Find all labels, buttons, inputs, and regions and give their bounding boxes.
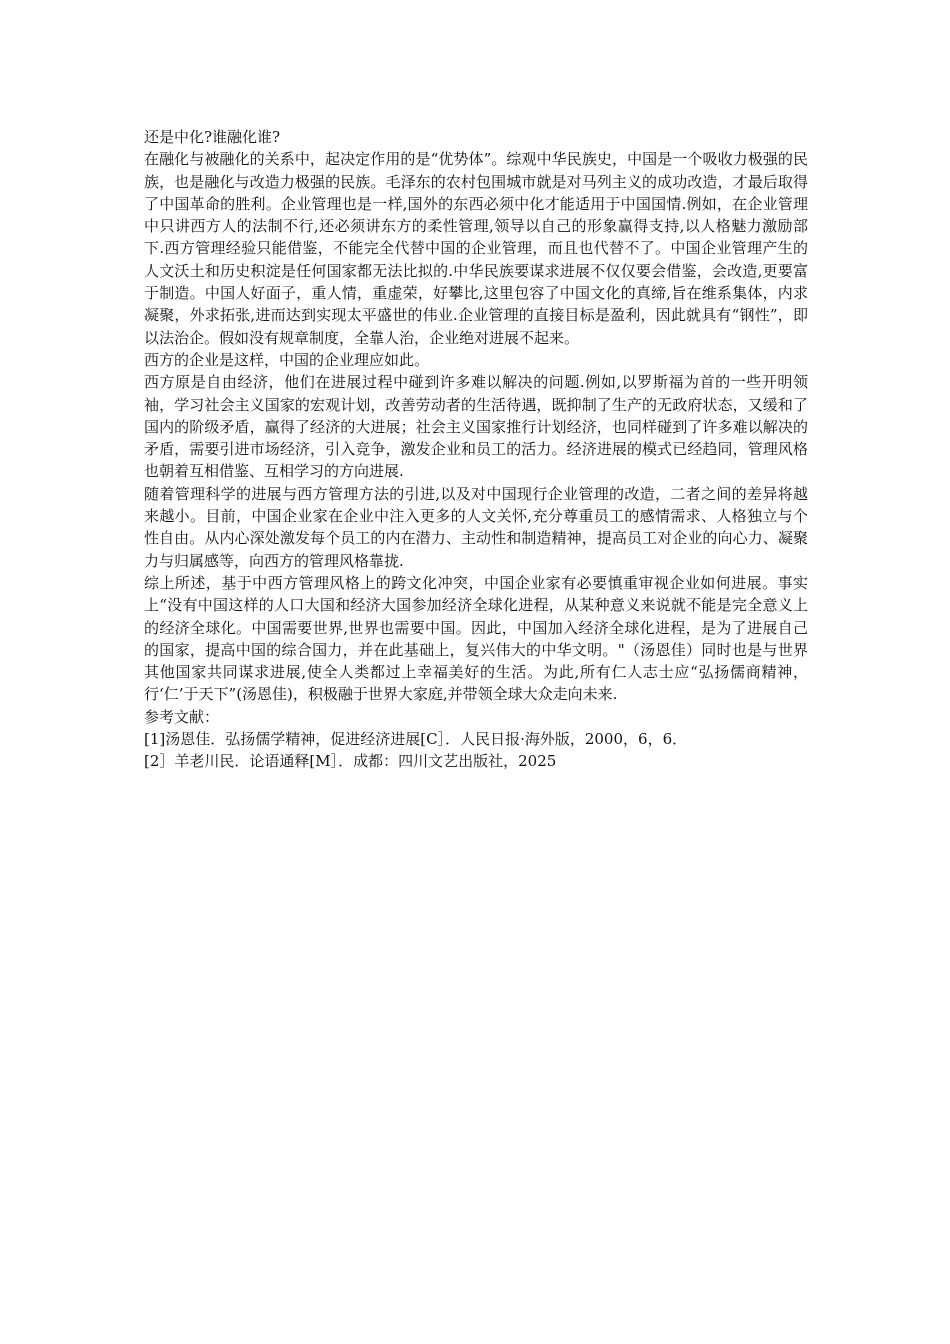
reference-item-2: [2］羊老川民．论语通释[M］．成都：四川文艺出版社，2025 (144, 752, 557, 771)
body-paragraph-conclusion: 综上所述，基于中西方管理风格上的跨文化冲突，中国企业家有必要慎重审视企业如何进展。事实上“没有中国这样的人口大国和经济大国参加经济全球化进程，从某种意义来说就不能是完全意义上的经济全球化。中国需要世界,世界也需要中国。因此，中国加入经济全球化进程，是为了进展自己的国家，提高中国的综合国力，并在此基础上，复兴伟大的中华文明。"（汤恩佳）同时也是与世界其他国家共同谋求进展,使全人类都过上幸福美好的生活。为此,所有仁人志士应“弘扬儒商精神，行‘仁’于天下”(汤恩佳)，积极融于世界大家庭,并带领全球大众走向未来. (144, 573, 808, 704)
body-paragraph-western: 西方的企业是这样，中国的企业理应如此。 (144, 350, 430, 369)
section-heading: 还是中化?谁融化谁? (144, 128, 281, 146)
body-paragraph-fusion: 在融化与被融化的关系中，起决定作用的是“优势体”。综观中华民族史，中国是一个吸收力极强的民族，也是融化与改造力极强的民族。毛泽东的农村包围城市就是对马列主义的成功改造，才最后取得了中国革命的胜利。企业管理也是一样,国外的东西必须中化才能适用于中国国情.例如，在企业管理中只讲西方人的法制不行,还必须讲东方的柔性管理,领导以自己的形象赢得支持,以人格魅力激励部下.西方管理经验只能借鉴，不能完全代替中国的企业管理，而且也代替不了。中国企业管理产生的人文沃土和历史积淀是任何国家都无法比拟的.中华民族要谋求进展不仅仅要会借鉴，会改造,更要富于制造。中国人好面子，重人情，重虚荣，好攀比,这里包容了中国文化的真缔,旨在维系集体，内求凝聚，外求拓张,进而达到实现太平盛世的伟业.企业管理的直接目标是盈利，因此就具有“钢性”，即以法治企。假如没有规章制度，全靠人治，企业绝对进展不起来。 (144, 150, 808, 347)
body-paragraph-economy: 西方原是自由经济，他们在进展过程中碰到许多难以解决的问题.例如,以罗斯福为首的一些开明领袖，学习社会主义国家的宏观计划，改善劳动者的生活待遇，既抑制了生产的无政府状态，又缓和了国内的阶级矛盾，赢得了经济的大进展；社会主义国家推行计划经济，也同样碰到了许多难以解决的矛盾，需要引进市场经济，引入竞争，激发企业和员工的活力。经济进展的模式已经趋同，管理风格也朝着互相借鉴、互相学习的方向进展. (144, 373, 808, 481)
document-page (144, 126, 808, 773)
reference-item-1: [1]汤恩佳．弘扬儒学精神，促进经济进展[C］．人民日报·海外版，2000，6，6． (144, 730, 688, 749)
references-title: 参考文献： (144, 707, 220, 726)
body-paragraph-management: 随着管理科学的进展与西方管理方法的引进,以及对中国现行企业管理的改造，二者之间的差异将越来越小。目前，中国企业家在企业中注入更多的人文关怀,充分尊重员工的感情需求、人格独立与个性自由。从内心深处激发每个员工的内在潜力、主动性和制造精神，提高员工对企业的向心力、凝聚力与归属感等，向西方的管理风格靠拢. (144, 484, 808, 570)
